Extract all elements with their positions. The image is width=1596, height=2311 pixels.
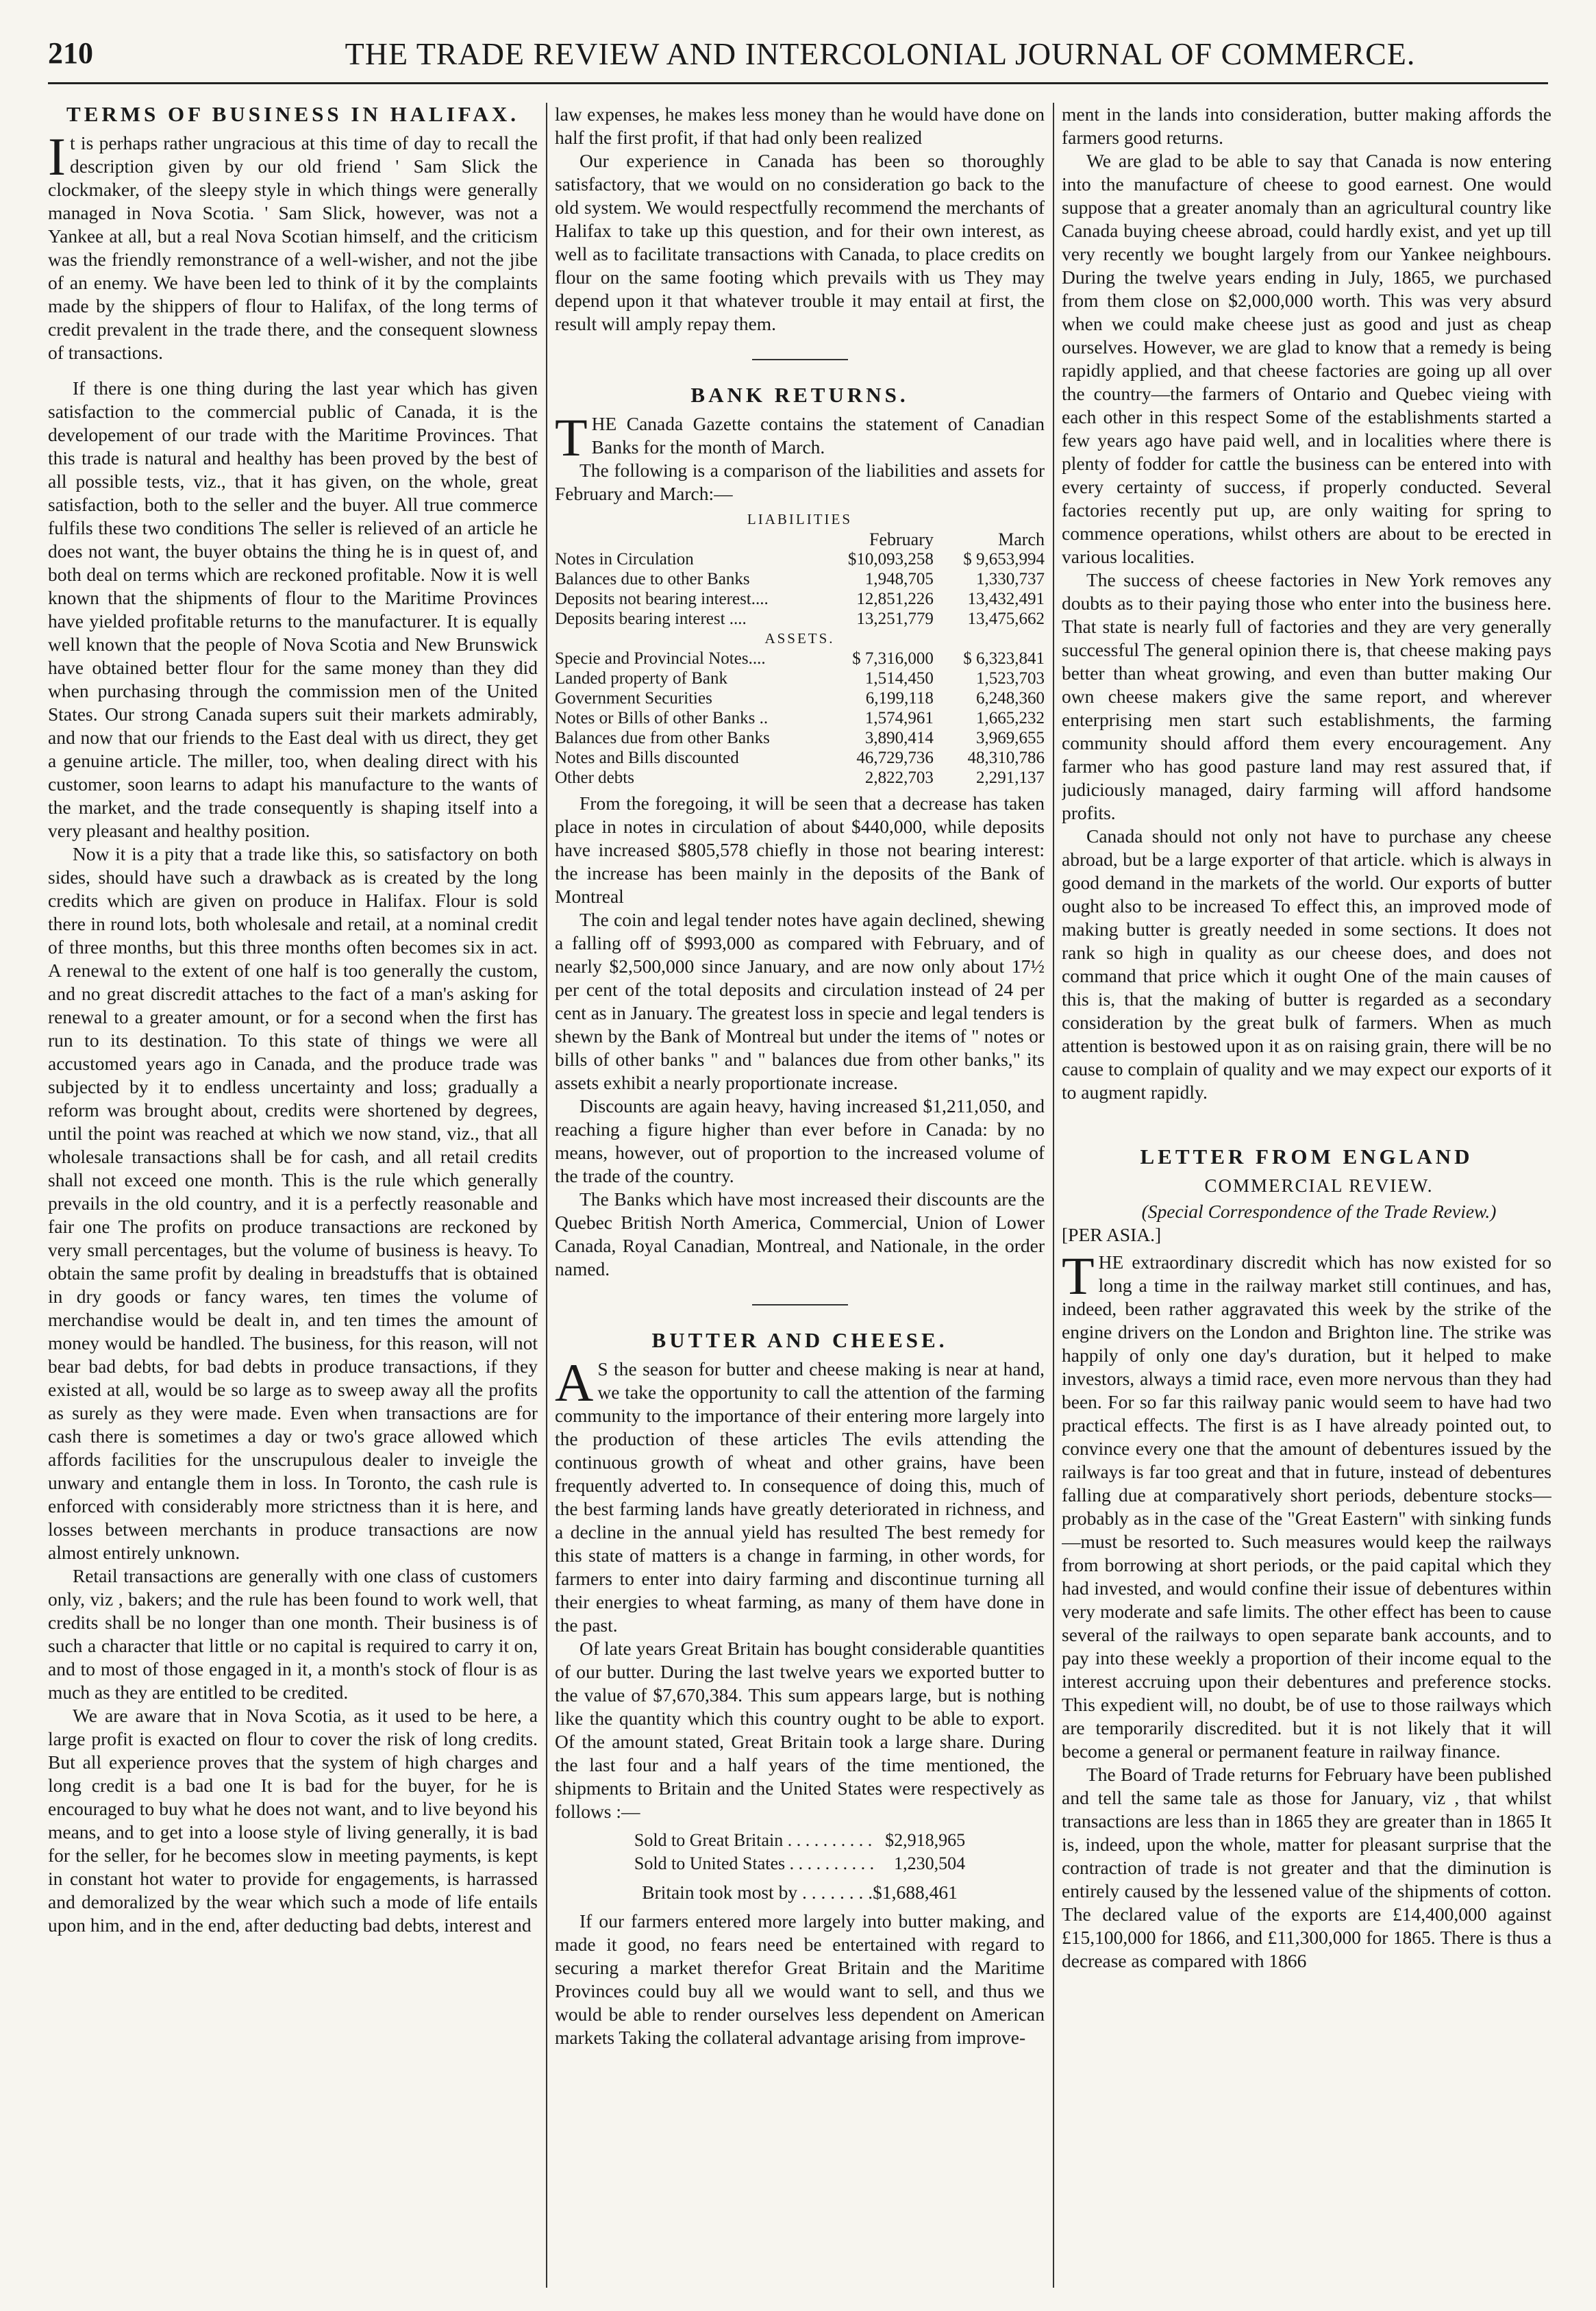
letter-heading: LETTER FROM ENGLAND: [1140, 1145, 1473, 1169]
page-header: [48, 27, 1548, 84]
article-paragraph: If there is one thing during the last year which has given satisfaction to the commercial public of Canada, it is the developement of our trade with the Maritime Provinces. That this trade is natural and healthy has been proved by the best of all possible tests, viz., that it has given, on the whole, great satisfaction, both to the seller and the buyer. All true commerce fulfils these two conditions The seller is relieved of an article he does not want, the buyer obtains the thing he is in quest of, and both deal on terms which are reckoned profitable. Now it is well known that the shipments of flour to the Maritime Provinces have yielded profitable returns to the manufacturer. It is equally well known that the people of Nova Scotia and New Brunswick have obtained better flour for the same money than they did when purchasing through the commission men of the United States. Our strong Canada supers suit their markets admirably, and now that our friends to the East deal with us direct, they get a genuine article. The miller, too, when dealing direct with his customer, soon learns to adapt his manufacture to the wants of the market, and the trade consequently is shaping itself into a very pleasant and healthy position.: [48, 377, 538, 841]
table-row: Notes and Bills discounted 46,729,736 48,310,786: [555, 749, 1045, 767]
table-row: Sold to United States . . . . . . . . . . 1,230,504: [634, 1853, 966, 1873]
column-2: [555, 103, 1045, 2288]
page-number: 210: [48, 36, 93, 70]
article-paragraph: It is perhaps rather ungracious at this time of day to recall the description given by our old friend ' Sam Slick the clockmaker, of the sleepy style in which things were generally managed in Nova Scotia. ' Sam Slick, however, was not a Yankee at all, but a real Nova Scotian himself, and the criticism was the friendly remonstrance of a well-wisher, and not the jibe of an enemy. We have been led to think of it by the complaints made by the shippers of flour to Halifax, of the long terms of credit prevalent in the trade there, and the consequent slowness of transactions.: [48, 127, 538, 363]
liabilities-caption: LIABILITIES: [747, 511, 853, 527]
drop-cap: T: [555, 408, 588, 467]
table-row: Deposits bearing interest .... 13,251,779 13,475,662: [555, 610, 1045, 628]
table-row: Deposits not bearing interest.... 12,851,226 13,432,491: [555, 590, 1045, 608]
article-paragraph: If our farmers entered more largely into butter making, and made it good, no fears need be entertained with regard to securing a market therefor Great Britain and the Maritime Provinces could buy all we would want to sell, and thus we would be able to render ourselves less dependent on American markets Taking the collateral advantage arising from improve-: [555, 1910, 1045, 2048]
article-paragraph: We are glad to be able to say that Canada is now entering into the manufacture of cheese to good earnest. One would suppose that a greater anomaly than an agricultural country like Canada buying cheese abroad, could hardly exist, and yet up till very recently we bought largely from our Yankee neighbours. During the twelve years ending in July, 1865, we purchased from them close on $2,000,000 worth. This was very absurd when we could make cheese just as good and just as cheap ourselves. However, we are glad to know that a remedy is being rapidly applied, and that cheese factories are going up all over the country—the farmers of Ontario and Quebec vieing with each other in this respect Some of the establishments started a few years ago have paid well, and in localities where there is plenty of fodder for cattle the business can be entered into with every certainty of success, if properly conducted. Several factories recently put up, are only waiting for spring to commence operations, whilst others are about to be erected in various localities.: [1062, 150, 1551, 567]
drop-cap: T: [1062, 1246, 1095, 1306]
letter-subheading: COMMERCIAL REVIEW.: [1204, 1175, 1434, 1196]
article-paragraph: THE extraordinary discredit which has now existed for so long a time in the railway market still continues, and has, indeed, been rather aggravated this week by the strike of the engine drivers on the London and Brighton line. The strike was happily of only one day's duration, but it helped to make investors, always a timid race, even more nervous than they had been. For so far this railway panic would seem to have had two practical effects. The first is as I have already pointed out, to convince every one that the amount of debentures issued by the railways is far too great and that in future, instead of debentures falling due at comparatively short periods, debenture stocks—probably as in the case of the "Great Eastern" with sinking funds—must be resorted to. Such measures would keep the railways from borrowing at short periods, or the paid capital which they had invested, and would confine their issue of debentures within very moderate and safe limits. The other effect has been to cause several of the railways to open separate bank accounts, and to pay into these weekly a proportion of their income equal to the interest accruing upon their debentures and preference stocks. This expedient will, no doubt, be of use to those railways which are temporarily discredited. but it is not likely that it will become a general or permanent feature in railway finance.: [1062, 1246, 1551, 1762]
article-paragraph: From the foregoing, it will be seen that a decrease has taken place in notes in circulation of about $440,000, while deposits have increased $805,578 chiefly in those not bearing interest: the increase has been mainly in the deposits of the Bank of Montreal: [555, 792, 1045, 907]
butter-cheese-heading: BUTTER AND CHEESE.: [651, 1328, 948, 1352]
article-paragraph: Our experience in Canada has been so thoroughly satisfactory, that we would on no consideration go back to the old system. We would respectfully recommend the merchants of Halifax to take up this question, and for their own interest, as well as to facilitate transactions with Canada, to place credits on flour on the same footing which prevails with us They may depend upon it that whatever trouble it may entail at first, the result will amply repay them.: [555, 150, 1045, 334]
article-paragraph: ment in the lands into consideration, butter making affords the farmers good returns.: [1062, 103, 1551, 148]
article-paragraph: Of late years Great Britain has bought considerable quantities of our butter. During the last twelve years we exported butter to the value of $7,670,384. This sum appears large, but is nothing like the quantity which this country ought to be able to export. Of the amount stated, Great Britain took a large share. During the last four and a half years of the time mentioned, the shipments to Britain and the United States were respectively as follows :—: [555, 1638, 1045, 1822]
terms-heading: TERMS OF BUSINESS IN HALIFAX.: [66, 103, 519, 126]
article-paragraph: law expenses, he makes less money than he would have done on half the first profit, if that had only been realized: [555, 103, 1045, 148]
column-header-february: February: [869, 529, 934, 549]
table-row: Balances due from other Banks 3,890,414 3,969,655: [555, 729, 1045, 747]
column-divider: [546, 103, 547, 2288]
article-paragraph: Canada should not only not have to purchase any cheese abroad, but be a large exporter of that article. which is always in good demand in the markets of the world. Our exports of butter ought also to be increased To effect this, an improved mode of making butter is greatly needed in some sections. It does not rank so high in quality as our cheese does, and does not command that price which it ought One of the main causes of this is, that the making of butter is regarded as a secondary consideration by the great bulk of farmers. When as much attention is bestowed upon it as on raising grain, there will be no cause to complain of quality and we may expect our exports of it to augment rapidly.: [1062, 825, 1551, 1103]
column-3: [1062, 103, 1551, 2288]
article-paragraph: The success of cheese factories in New York removes any doubts as to their paying those who enter into the business here. That state is nearly full of factories and they are very generally successful The general opinion there is, that cheese making pays better than wheat growing, and even than butter making Our own cheese makers give the same report, and wherever enterprising men start such establishments, the farming community should afford them every encouragement. Any farmer who has good pasture land may rest assured that, if judiciously managed, dairy farming will afford handsome profits.: [1062, 569, 1551, 823]
table-row: Other debts 2,822,703 2,291,137: [555, 769, 1045, 787]
drop-cap: I: [48, 127, 66, 186]
column-header-march: March: [998, 529, 1045, 549]
article-paragraph: A S the season for butter and cheese making is near at hand, we take the opportunity to call the attention of the farming community to the importance of their entering more largely into the production of these articles The evils attending the continuous growth of wheat and other grains, have been frequently adverted to. In consequence of doing this, much of the best farming lands have greatly deteriorated in richness, and a decline in the annual yield has resulted The best remedy for this state of matters is a change in farming, in other words, for farmers to enter into dairy farming and discontinue turning all their energies to wheat farming, as many of them have done in the past.: [555, 1353, 1045, 1636]
letter-per: [PER ASIA.]: [1062, 1224, 1162, 1245]
article-paragraph: The Board of Trade returns for February have been published and tell the same tale as those for January, viz , that whilst transactions are less than in 1865 they are greater than in 1865 It is, indeed, upon the whole, matter for pleasant surprise that the contraction of trade is not greater and that the diminution is entirely caused by the lessened value of the shipments of cotton. The declared value of the exports are £14,400,000 against £15,100,000 for 1866, and £11,300,000 for 1865. There is thus a decrease as compared with 1866: [1062, 1764, 1551, 1971]
drop-cap: A: [555, 1353, 594, 1412]
column-1: [48, 103, 538, 2288]
journal-title: THE TRADE REVIEW AND INTERCOLONIAL JOURNAL OF COMMERCE.: [345, 36, 1416, 71]
article-paragraph: The coin and legal tender notes have again declined, shewing a falling off of $993,000 as compared with February, and of nearly $2,500,000 since January, and are now only about 17½ per cent of the total deposits and circulation instead of 24 per cent as in January. The greatest loss in specie and legal tenders is shewn by the Bank of Montreal but under the items of " notes or bills of other banks " and " balances due from other banks," its assets exhibit a nearly proportionate increase.: [555, 909, 1045, 1093]
table-row: Government Securities 6,199,118 6,248,360: [555, 689, 1045, 708]
column-divider: [1053, 103, 1054, 2288]
table-row: Specie and Provincial Notes.... $ 7,316,000 $ 6,323,841: [555, 649, 1045, 668]
article-paragraph: The following is a comparison of the liabilities and assets for February and March:—: [555, 460, 1045, 504]
bank-returns-table: [555, 510, 1045, 788]
assets-caption: ASSETS.: [764, 630, 835, 647]
britain-total: Britain took most by . . . . . . . .$1,688,461: [642, 1882, 958, 1903]
table-row: Notes or Bills of other Banks .. 1,574,961 1,665,232: [555, 709, 1045, 727]
table-row: Sold to Great Britain . . . . . . . . . . $2,918,965: [634, 1830, 966, 1850]
bank-returns-heading: BANK RETURNS.: [690, 383, 909, 407]
article-paragraph: Now it is a pity that a trade like this, so satisfactory on both sides, should have such a drawback as is created by the long credits which are given on produce in Halifax. Flour is sold there in round lots, both wholesale and retail, at a nominal credit of three months, but this three months often becomes six in act. A renewal to the extent of one half is too generally the custom, and no great discredit attaches to the fact of a man's asking for renewal to a greater amount, or for a second when the first has run to its destination. To this state of things we were all accustomed years ago in Canada, and the produce trade was subjected by it to endless uncertainty and loss; gradually a reform was brought about, credits were shortened by degrees, until the point was reached at which we now stand, viz., that all wholesale transactions shall be for cash, and all retail credits shall not exceed one month. This is the rule which generally prevails in the old country, and it is a perfectly reasonable and fair one The profits on produce transactions are reckoned by very small percentages, but the volume of business is heavy. To obtain the same profit by dealing in breadstuffs that is obtained in dry goods or fancy wares, ten times the volume of merchandise would be dealt in, and ten times the amount of money would be handled. The business, for this reason, will not bear bad debts, for bad debts in produce transactions, if they existed at all, would be so large as to sweep away all the profits as surely as they were made. Even when transactions are for cash there is sometimes a day or two's grace allowed which affords facilities for the unscrupulous dealer to inveigle the unwary and entangle them in loss. In Toronto, the cash rule is enforced with considerably more strictness than it is here, and losses between merchants in produce transactions are now almost entirely unknown.: [48, 843, 538, 1563]
section-divider: [752, 1304, 848, 1306]
article-paragraph: Discounts are again heavy, having increased $1,211,050, and reaching a figure higher than ever before in Canada: by no means, however, out of proportion to the increased volume of the trade of the country.: [555, 1095, 1045, 1186]
section-divider: [752, 359, 848, 360]
table-row: Landed property of Bank 1,514,450 1,523,703: [555, 669, 1045, 688]
article-paragraph: Retail transactions are generally with one class of customers only, viz , bakers; and the rule has been found to work well, that credits shall be no longer than one month. Their business is of such a character that little or no capital is required to carry it on, and to most of those engaged in it, a month's stock of flour is as much as they are entitled to be credited.: [48, 1565, 538, 1703]
article-paragraph: We are aware that in Nova Scotia, as it used to be here, a large profit is exacted on flour to cover the risk of long credits. But all experience proves that the system of high charges and long credit is a bad one It is bad for the buyer, for he is encouraged to buy what he does not want, and to live beyond his means, and to get into a loose style of living generally, it is bad for the seller, for he becomes slow in meeting payments, is kept in constant hot water to provide for engagements, is harrassed and demoralized by the wear which such a mode of life entails upon him, and in the end, after deducting bad debts, interest and: [48, 1705, 538, 1936]
shipments-table: [629, 1829, 971, 1875]
article-paragraph: THE Canada Gazette contains the statement of Canadian Banks for the month of March.: [555, 408, 1045, 467]
letter-byline: (Special Correspondence of the Trade Review.): [1141, 1201, 1497, 1222]
table-row: Balances due to other Banks 1,948,705 1,330,737: [555, 570, 1045, 588]
table-row: Notes in Circulation $10,093,258 $ 9,653,994: [555, 550, 1045, 569]
article-paragraph: The Banks which have most increased their discounts are the Quebec British North America, Commercial, Union of Lower Canada, Royal Canadian, Montreal, and Nationale, in the order named.: [555, 1188, 1045, 1279]
